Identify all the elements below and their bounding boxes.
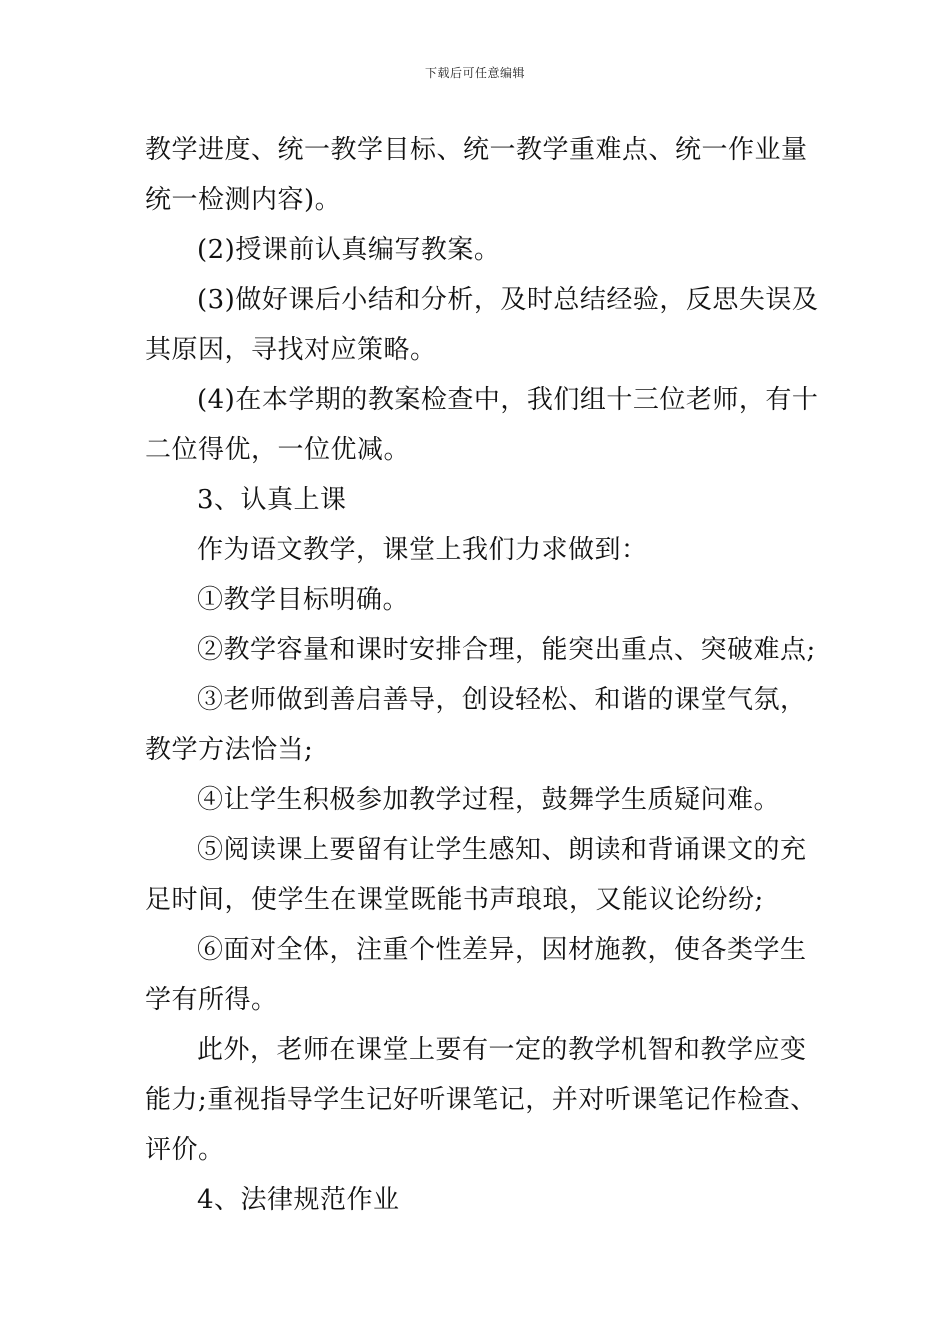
list-item: ①教学目标明确。 (197, 585, 410, 615)
text-line: 教学进度、统一教学目标、统一教学重难点、统一作业量 (145, 135, 808, 165)
text-line: 评价。 (145, 1135, 225, 1165)
text-line: 教学方法恰当; (145, 735, 314, 765)
text-line: (2)授课前认真编写教案。 (197, 235, 501, 265)
page-header-note: 下载后可任意编辑 (424, 66, 525, 80)
list-item: ③老师做到善启善导，创设轻松、和谐的课堂气氛， (197, 685, 807, 715)
text-line: 此外，老师在课堂上要有一定的教学机智和教学应变 (197, 1035, 807, 1065)
text-line: 能力;重视指导学生记好听课笔记，并对听课笔记作检查、 (145, 1085, 817, 1115)
text-line: 其原因，寻找对应策略。 (145, 335, 437, 365)
text-line: 二位得优，一位优减。 (145, 435, 411, 465)
list-item: ⑤阅读课上要留有让学生感知、朗读和背诵课文的充 (197, 835, 807, 865)
document-body (145, 125, 819, 1225)
text-line: 学有所得。 (145, 985, 278, 1015)
text-line: 统一检测内容)。 (145, 185, 342, 215)
list-item: ⑥面对全体，注重个性差异，因材施教，使各类学生 (197, 935, 807, 965)
text-line: 足时间，使学生在课堂既能书声琅琅，又能议论纷纷; (145, 885, 764, 915)
text-line: (3)做好课后小结和分析，及时总结经验，反思失误及 (197, 285, 819, 315)
text-line: 作为语文教学，课堂上我们力求做到： (197, 535, 648, 565)
text-line: (4)在本学期的教案检查中，我们组十三位老师，有十 (197, 385, 819, 415)
list-item: ②教学容量和课时安排合理，能突出重点、突破难点; (197, 635, 816, 665)
list-item: ④让学生积极参加教学过程，鼓舞学生质疑问难。 (197, 785, 781, 815)
section-heading: 4、法律规范作业 (197, 1185, 400, 1215)
section-heading: 3、认真上课 (197, 485, 347, 515)
